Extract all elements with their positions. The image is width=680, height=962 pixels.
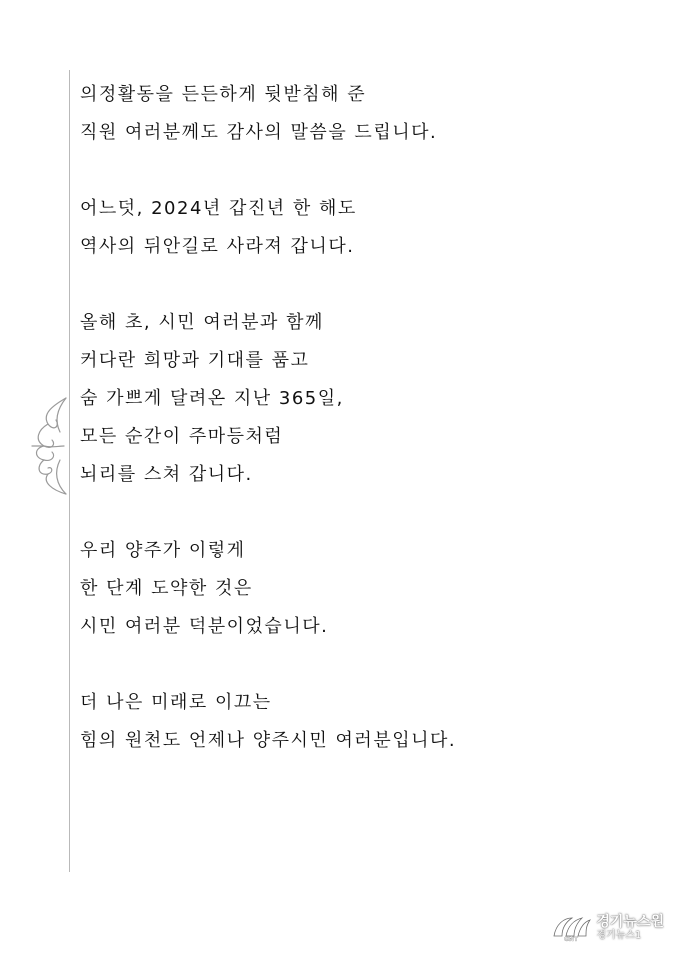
letter-line: 커다란 희망과 기대를 품고 bbox=[80, 350, 310, 371]
letter-line: 한 단계 도약한 것은 bbox=[80, 578, 253, 599]
letter-line: 올해 초, 시민 여러분과 함께 bbox=[80, 312, 324, 333]
paragraph-gap bbox=[80, 646, 640, 684]
letter-line: 숨 가쁘게 달려온 지난 365일, bbox=[80, 388, 344, 409]
letter-line: 어느덧, 2024년 갑진년 한 해도 bbox=[80, 198, 357, 219]
letter-line: 직원 여러분께도 감사의 말씀을 드립니다. bbox=[80, 122, 438, 143]
letter-line: 의정활동을 든든하게 뒷받침해 준 bbox=[80, 84, 367, 105]
paragraph-gap bbox=[80, 152, 640, 190]
news-logo-icon bbox=[550, 914, 592, 942]
paragraph-gap bbox=[80, 494, 640, 532]
letter-body bbox=[80, 76, 640, 760]
letter-line: 역사의 뒤안길로 사라져 갑니다. bbox=[80, 236, 355, 257]
letter-line: 뇌리를 스쳐 갑니다. bbox=[80, 464, 253, 485]
letter-line: 모든 순간이 주마등처럼 bbox=[80, 426, 284, 447]
letter-line: 힘의 원천도 언제나 양주시민 여러분입니다. bbox=[80, 730, 457, 751]
watermark-subtitle: 경기뉴스1 bbox=[596, 930, 642, 941]
margin-rule bbox=[69, 70, 70, 872]
flourish-ornament-icon bbox=[30, 396, 68, 496]
watermark bbox=[550, 914, 664, 942]
letter-line: 시민 여러분 덕분이었습니다. bbox=[80, 616, 329, 637]
paragraph-gap bbox=[80, 266, 640, 304]
watermark-title: 경기뉴스원 bbox=[596, 914, 664, 930]
letter-line: 우리 양주가 이렇게 bbox=[80, 540, 246, 561]
watermark-text bbox=[596, 914, 664, 942]
letter-line: 더 나은 미래로 이끄는 bbox=[80, 692, 272, 713]
logo-letters: GNT bbox=[564, 936, 579, 942]
